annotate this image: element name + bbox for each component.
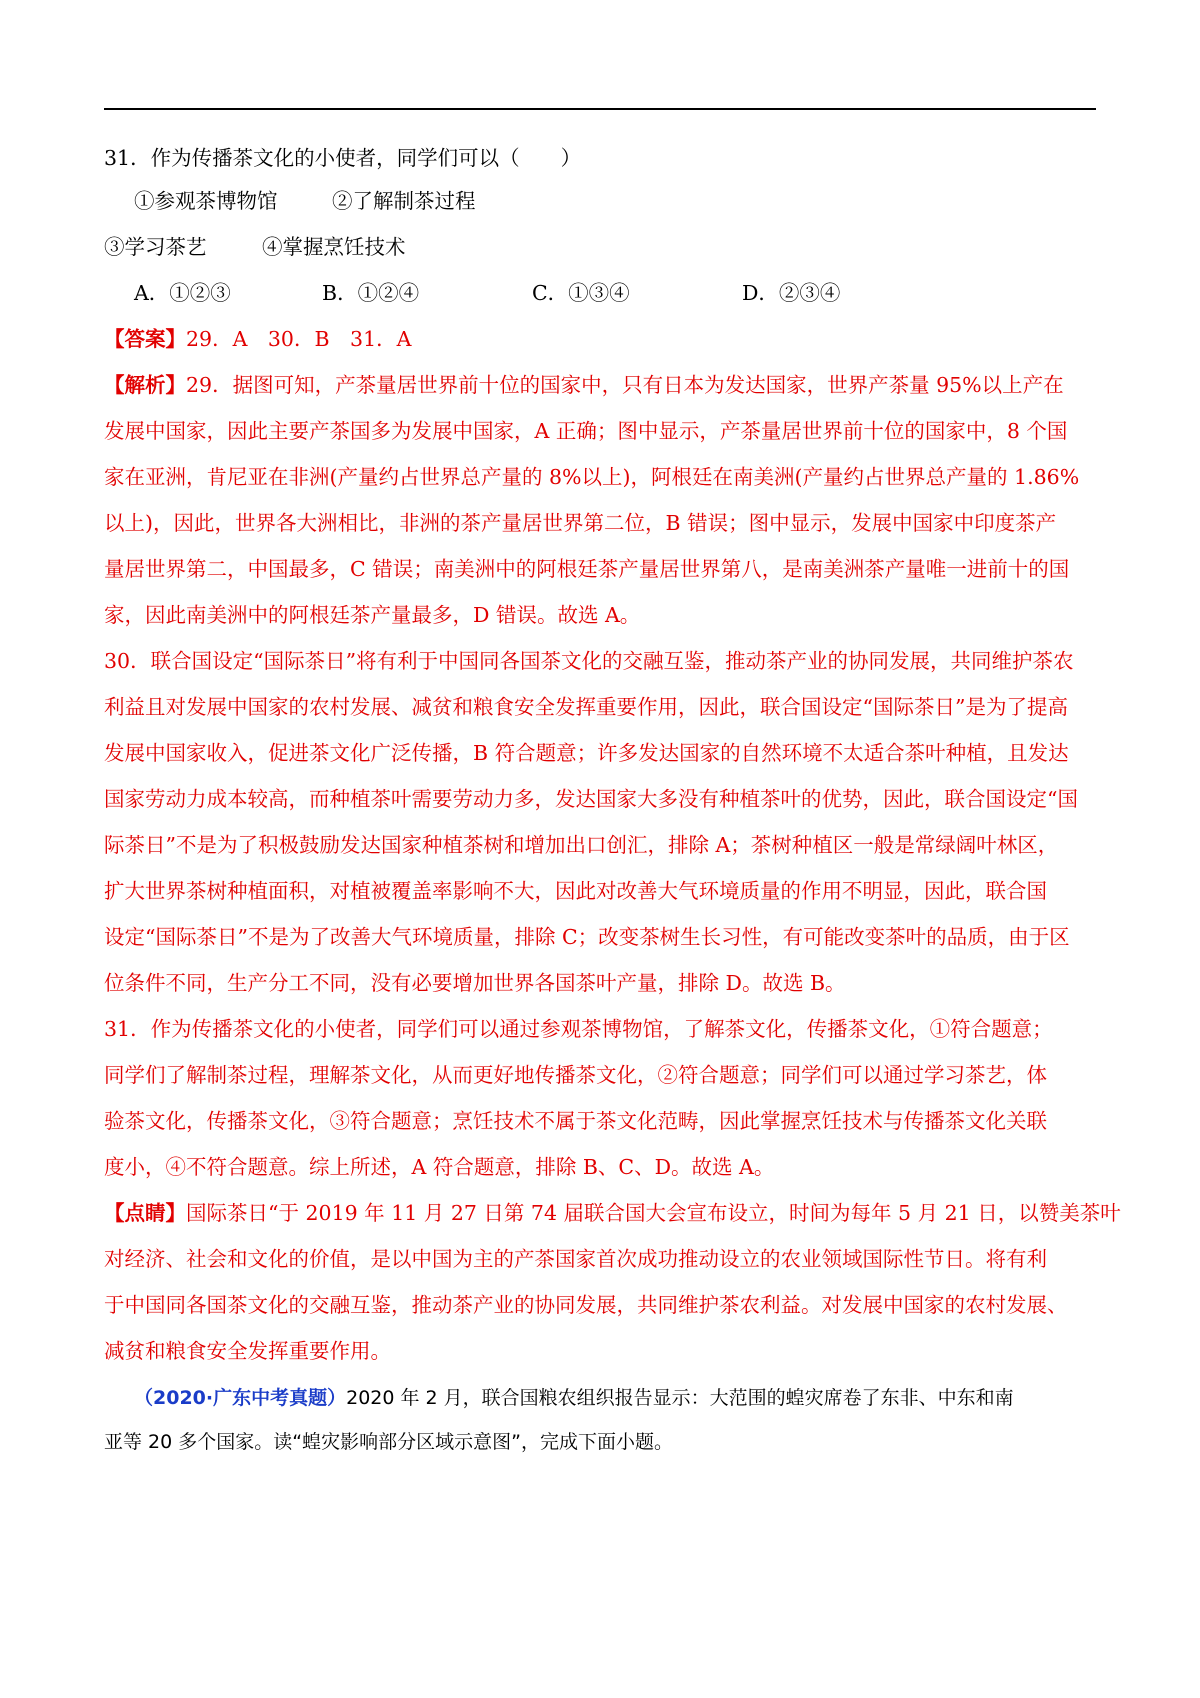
question-31-item-3: ③学习茶艺	[104, 235, 207, 259]
answer-tag: 【答案】	[104, 327, 186, 351]
analysis-line: 发展中国家收入，促进茶文化广泛传播，B 符合题意；许多发达国家的自然环境不太适合茶叶种植，且发达	[104, 741, 1069, 765]
analysis-line: 家，因此南美洲中的阿根廷茶产量最多，D 错误。故选 A。	[104, 603, 641, 627]
analysis-line: 位条件不同，生产分工不同，没有必要增加世界各国茶叶产量，排除 D。故选 B。	[104, 971, 846, 995]
question-31-stem: 31．作为传播茶文化的小使者，同学们可以（ ）	[104, 146, 582, 170]
analysis-line: 利益且对发展中国家的农村发展、减贫和粮食安全发挥重要作用，因此，联合国设定“国际茶日”是为了提高	[104, 695, 1068, 719]
analysis-line: 际茶日”不是为了积极鼓励发达国家种植茶树和增加出口创汇，排除 A；茶树种植区一般是常绿阔叶林区，	[104, 833, 1059, 857]
analysis-line: 设定“国际茶日”不是为了改善大气环境质量，排除 C；改变茶树生长习性，有可能改变茶叶的品质，由于区	[104, 925, 1070, 949]
next-section-line-1	[134, 1383, 1100, 1413]
dianjing-line	[104, 1198, 1121, 1228]
dianjing-text: 国际茶日“于 2019 年 11 月 27 日第 74 届联合国大会宣布设立，时间为每年 5 月 21 日，以赞美茶叶	[186, 1201, 1121, 1225]
dianjing-tag: 【点睛】	[104, 1201, 186, 1225]
question-31-item-2: ②了解制茶过程	[332, 189, 476, 213]
dianjing-line: 于中国同各国茶文化的交融互鉴，推动茶产业的协同发展，共同维护茶农利益。对发展中国家的农村发展、	[104, 1293, 1068, 1317]
source-tag: （2020·广东中考真题）	[134, 1387, 347, 1409]
analysis-line: 量居世界第二，中国最多，C 错误；南美洲中的阿根廷茶产量居世界第八，是南美洲茶产量唯一进前十的国	[104, 557, 1070, 581]
analysis-line	[104, 370, 1100, 400]
analysis-tag: 【解析】	[104, 373, 186, 397]
header-rule	[104, 108, 1096, 110]
question-31-item-4: ④掌握烹饪技术	[262, 235, 406, 259]
analysis-line: 30．联合国设定“国际茶日”将有利于中国同各国茶文化的交融互鉴，推动茶产业的协同发展，共同维护茶农	[104, 649, 1074, 673]
analysis-line: 以上)，因此，世界各大洲相比，非洲的茶产量居世界第二位，B 错误；图中显示，发展中国家中印度茶产	[104, 511, 1057, 535]
analysis-line: 31．作为传播茶文化的小使者，同学们可以通过参观茶博物馆，了解茶文化，传播茶文化，①符合题意；	[104, 1017, 1053, 1041]
question-31-option-c: C．①③④	[532, 281, 630, 305]
analysis-line: 家在亚洲，肯尼亚在非洲(产量约占世界总产量的 8%以上)，阿根廷在南美洲(产量约占世界总产量的 1.86%	[104, 465, 1080, 489]
analysis-text: 29．据图可知，产茶量居世界前十位的国家中，只有日本为发达国家，世界产茶量 95%以上产在	[186, 373, 1064, 397]
analysis-line: 国家劳动力成本较高，而种植茶叶需要劳动力多，发达国家大多没有种植茶叶的优势，因此，联合国设定“国	[104, 787, 1078, 811]
analysis-line: 同学们了解制茶过程，理解茶文化，从而更好地传播茶文化，②符合题意；同学们可以通过学习茶艺，体	[104, 1063, 1047, 1087]
dianjing-line: 对经济、社会和文化的价值，是以中国为主的产茶国家首次成功推动设立的农业领域国际性节日。将有利	[104, 1247, 1047, 1271]
next-section-text: 2020 年 2 月，联合国粮农组织报告显示：大范围的蝗灾席卷了东非、中东和南	[346, 1387, 1014, 1409]
analysis-line: 验茶文化，传播茶文化，③符合题意；烹饪技术不属于茶文化范畴，因此掌握烹饪技术与传播茶文化关联	[104, 1109, 1047, 1133]
analysis-line: 扩大世界茶树种植面积，对植被覆盖率影响不大，因此对改善大气环境质量的作用不明显，因此，联合国	[104, 879, 1047, 903]
next-section-line-2: 亚等 20 多个国家。读“蝗灾影响部分区域示意图”，完成下面小题。	[104, 1431, 673, 1453]
analysis-line: 度小，④不符合题意。综上所述，A 符合题意，排除 B、C、D。故选 A。	[104, 1155, 775, 1179]
question-31-option-a: A．①②③	[134, 281, 231, 305]
question-31-option-d: D．②③④	[742, 281, 841, 305]
dianjing-line: 减贫和粮食安全发挥重要作用。	[104, 1339, 391, 1363]
answer-text: 29．A 30．B 31．A	[186, 327, 412, 351]
question-31-option-b: B．①②④	[322, 281, 420, 305]
question-31-item-1: ①参观茶博物馆	[134, 189, 278, 213]
analysis-line: 发展中国家，因此主要产茶国多为发展中国家，A 正确；图中显示，产茶量居世界前十位的国家中，8 个国	[104, 419, 1068, 443]
answer-line	[104, 324, 1100, 354]
